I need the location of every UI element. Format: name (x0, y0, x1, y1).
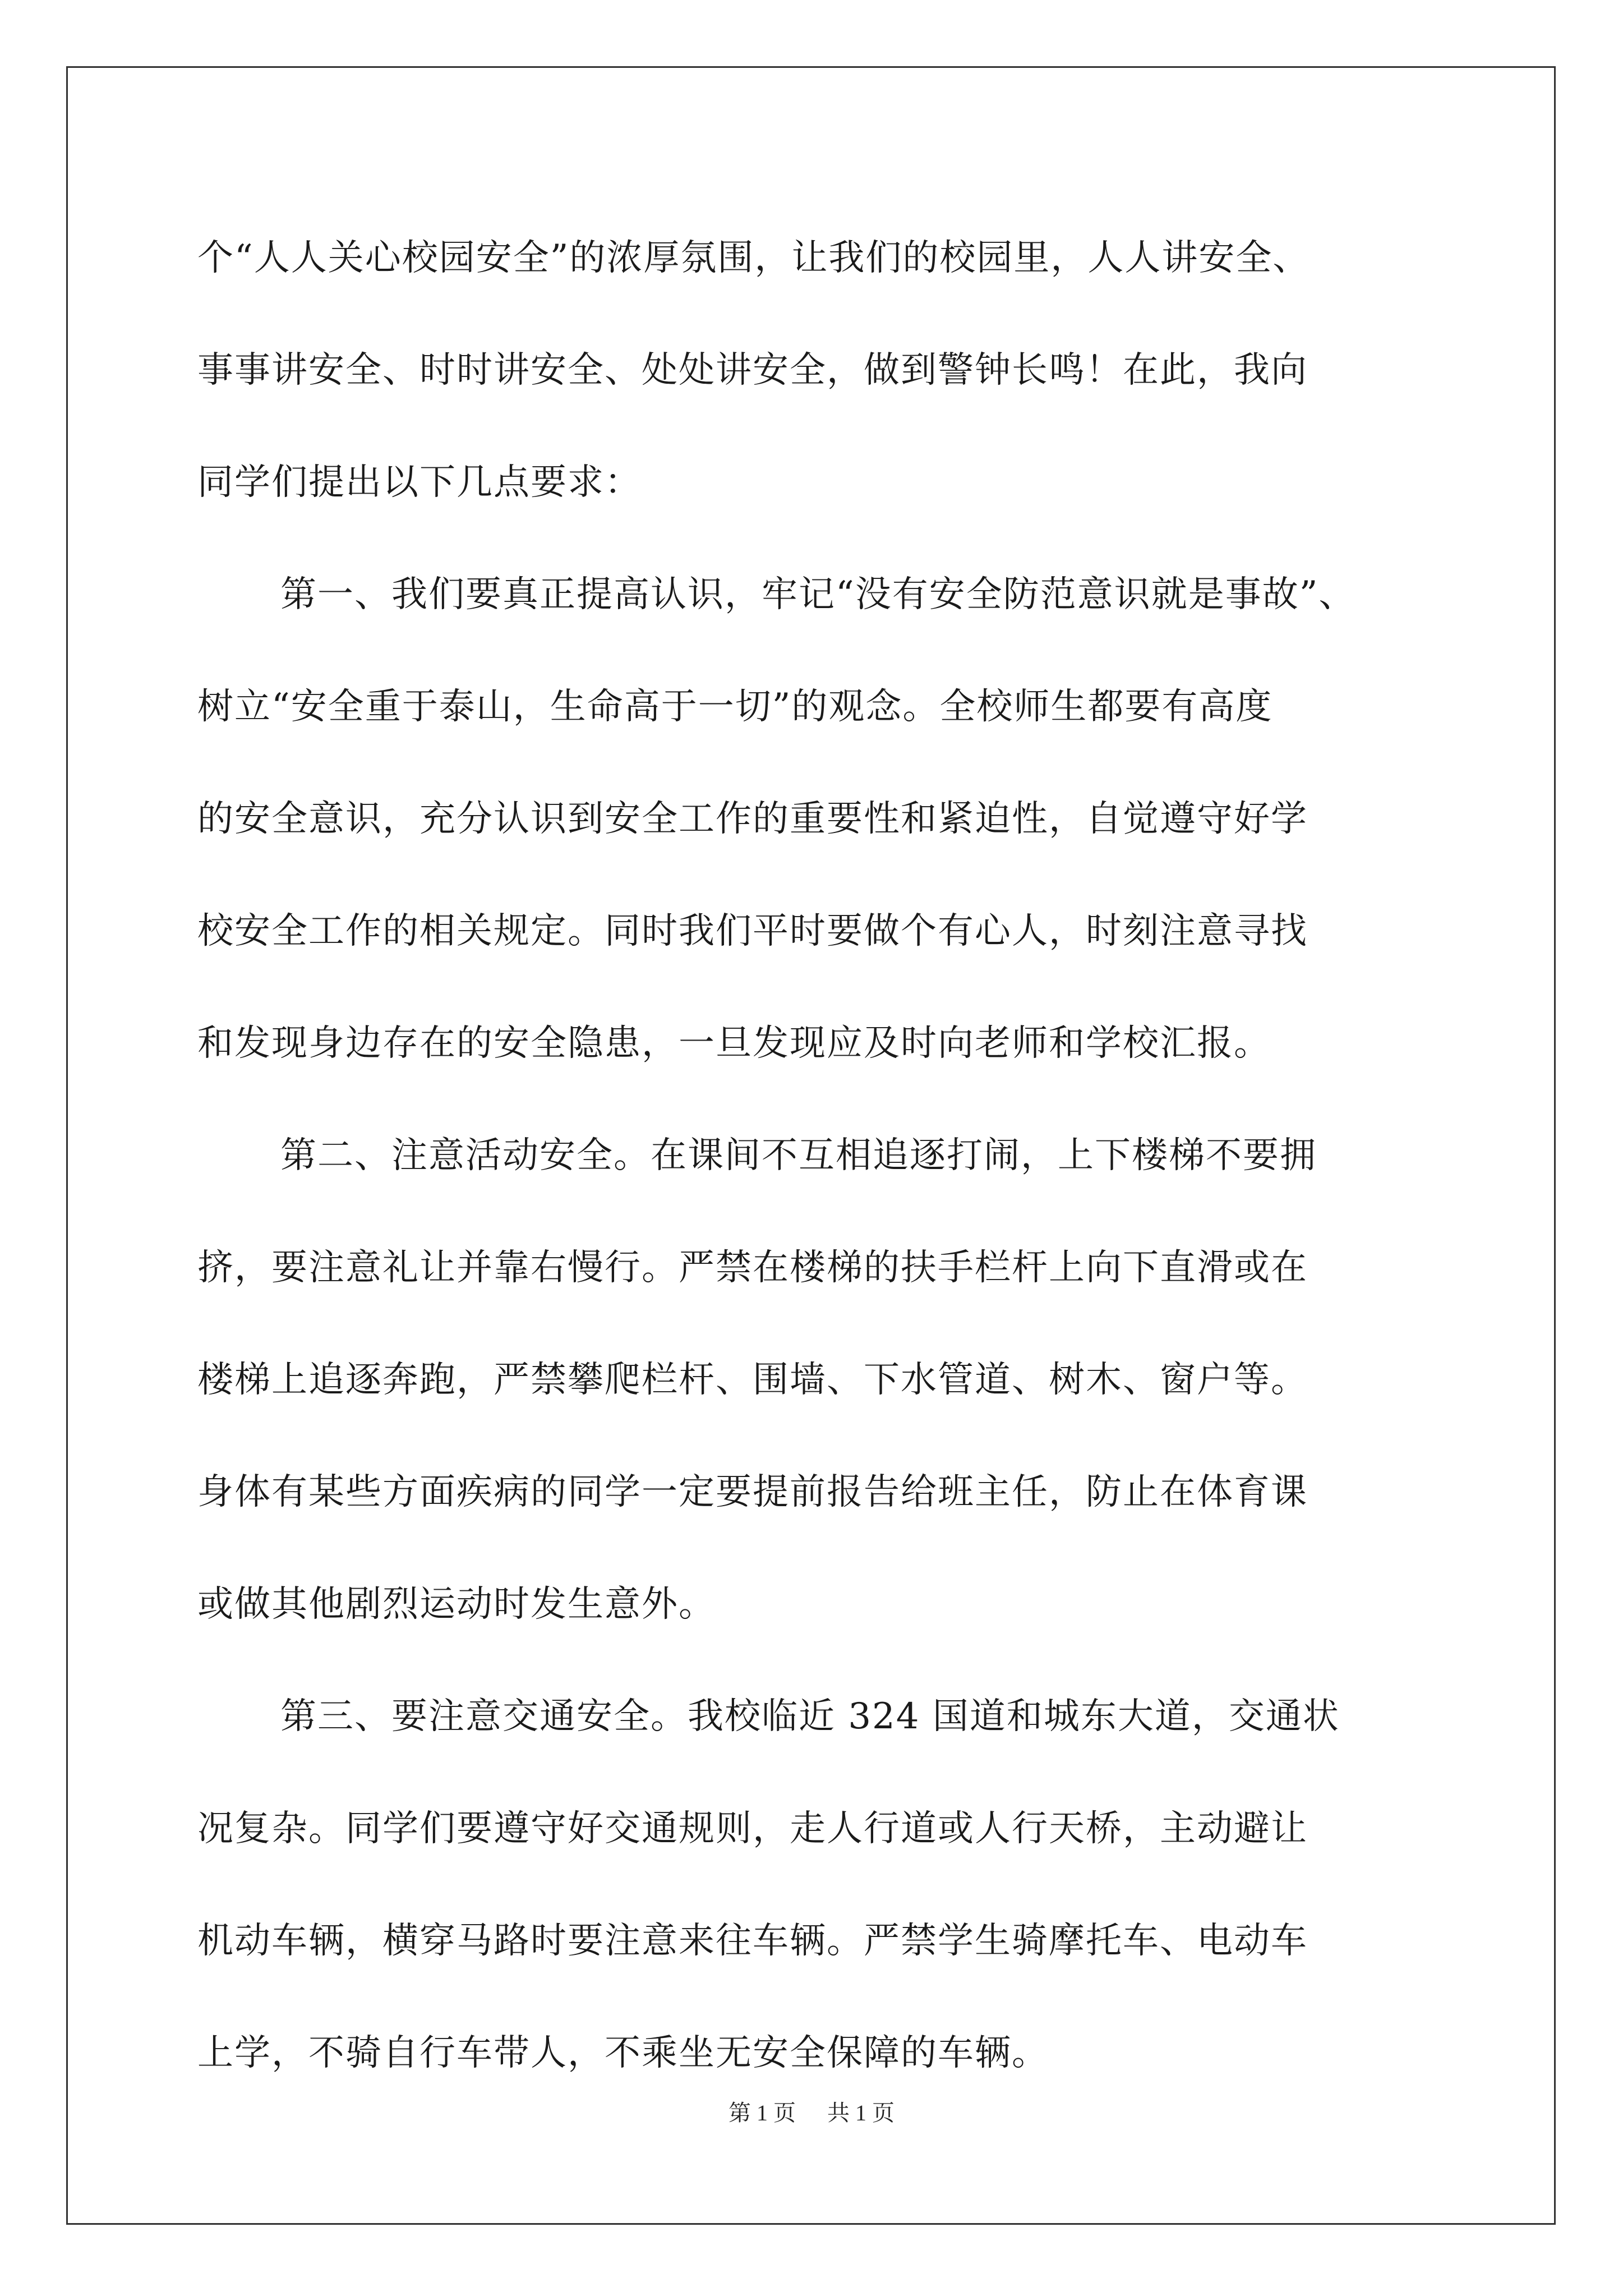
page-footer (0, 2095, 1623, 2127)
text-line: 树立“安全重于泰山，生命高于一切”的观念。全校师生都要有高度 (197, 686, 1273, 728)
text-line: 况复杂。同学们要遵守好交通规则，走人行道或人行天桥，主动避让 (197, 1808, 1308, 1849)
document-body (197, 202, 1431, 2109)
text-line: 校安全工作的相关规定。同时我们平时要做个有心人，时刻注意寻找 (197, 910, 1308, 952)
text-line: 或做其他剧烈运动时发生意外。 (197, 1584, 716, 1625)
text-line: 个“人人关心校园安全”的浓厚氛围，让我们的校园里，人人讲安全、 (197, 237, 1310, 279)
page-total: 共 1 页 (827, 2100, 895, 2125)
text-line: 上学，不骑自行车带人，不乘坐无安全保障的车辆。 (197, 2032, 1049, 2074)
text-line: 机动车辆，横穿马路时要注意来往车辆。严禁学生骑摩托车、电动车 (197, 1920, 1308, 1962)
page-number: 第 1 页 (728, 2100, 796, 2125)
text-line: 楼梯上追逐奔跑，严禁攀爬栏杆、围墙、下水管道、树木、窗户等。 (197, 1359, 1308, 1401)
text-line: 同学们提出以下几点要求： (197, 462, 642, 503)
text-line: 和发现身边存在的安全隐患，一旦发现应及时向老师和学校汇报。 (197, 1023, 1271, 1064)
text-line: 的安全意识，充分认识到安全工作的重要性和紧迫性，自觉遵守好学 (197, 798, 1308, 840)
text-line: 挤，要注意礼让并靠右慢行。严禁在楼梯的扶手栏杆上向下直滑或在 (197, 1247, 1308, 1289)
text-line: 事事讲安全、时时讲安全、处处讲安全，做到警钟长鸣！在此，我向 (197, 349, 1308, 391)
paragraph-first-line: 第三、要注意交通安全。我校临近 324 国道和城东大道，交通状 (280, 1696, 1340, 1737)
paragraph-first-line: 第一、我们要真正提高认识，牢记“没有安全防范意识就是事故”、 (280, 574, 1356, 615)
paragraph-first-line: 第二、注意活动安全。在课间不互相追逐打闹，上下楼梯不要拥 (280, 1135, 1317, 1176)
text-line: 身体有某些方面疾病的同学一定要提前报告给班主任，防止在体育课 (197, 1471, 1308, 1513)
